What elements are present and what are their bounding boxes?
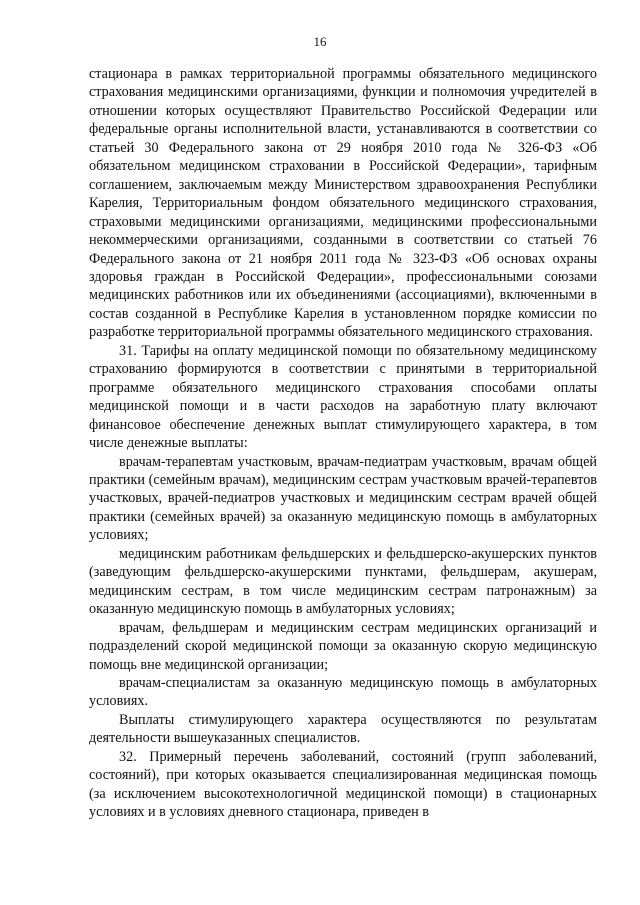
- paragraph: 31. Тарифы на оплату медицинской помощи по обязательному медицинскому страхованию формируются в соответствии с принятыми в территориальной программе обязательного медицинского страхования способами оплаты медицинской помощи и в части расходов на заработную плату включают финансовое обеспечение денежных выплат стимулирующего характера, в том числе денежные выплаты:: [89, 342, 597, 452]
- paragraph: 32. Примерный перечень заболеваний, состояний (групп заболеваний, состояний), при которых оказывается специализированная медицинская помощь (за исключением высокотехнологичной медицинской помощи) в стационарных условиях и в условиях дневного стационара, приведен в: [89, 748, 597, 821]
- paragraph: врачам-специалистам за оказанную медицинскую помощь в амбулаторных условиях.: [89, 674, 597, 710]
- paragraph: врачам, фельдшерам и медицинским сестрам медицинских организаций и подразделений скорой медицинской помощи за оказанную скорую медицинскую помощь вне медицинской организации;: [89, 619, 597, 673]
- paragraph: стационара в рамках территориальной программы обязательного медицинского страхования медицинскими организациями, функции и полномочия учредителей в отношении которых осуществляют Правительство Российской Федерации или федеральные органы исполнительной власти, устанавливаются в соответствии со статьей 30 Федерального закона от 29 ноября 2010 года № 326-ФЗ «Об обязательном медицинском страховании в Российской Федерации», тарифным соглашением, заключаемым между Министерством здравоохранения Республики Карелия, Территориальным фондом обязательного медицинского страхования, страховыми медицинскими организациями, медицинскими профессиональными некоммерческими организациями, созданными в соответствии со статьей 76 Федерального закона от 21 ноября 2011 года № 323-ФЗ «Об основах охраны здоровья граждан в Российской Федерации», профессиональными союзами медицинских работников или их объединениями (ассоциациями), включенными в состав созданной в Республике Карелия в установленном порядке комиссии по разработке территориальной программы обязательного медицинского страхования.: [89, 66, 597, 341]
- paragraph: медицинским работникам фельдшерских и фельдшерско-акушерских пунктов (заведующим фельдшерско-акушерскими пунктами, фельдшерам, акушерам, медицинским сестрам, в том числе медицинским сестрам патронажным) за оказанную медицинскую помощь в амбулаторных условиях;: [89, 545, 597, 618]
- page-number: 16: [313, 34, 327, 49]
- body-text: [89, 65, 597, 822]
- paragraph: Выплаты стимулирующего характера осуществляются по результатам деятельности вышеуказанных специалистов.: [89, 711, 597, 747]
- paragraph: врачам-терапевтам участковым, врачам-педиатрам участковым, врачам общей практики (семейным врачам), медицинским сестрам участковым врачей-терапевтов участковых, врачей-педиатров участковых и медицинским сестрам врачей общей практики (семейных врачей) за оказанную медицинскую помощь в амбулаторных условиях;: [89, 453, 597, 544]
